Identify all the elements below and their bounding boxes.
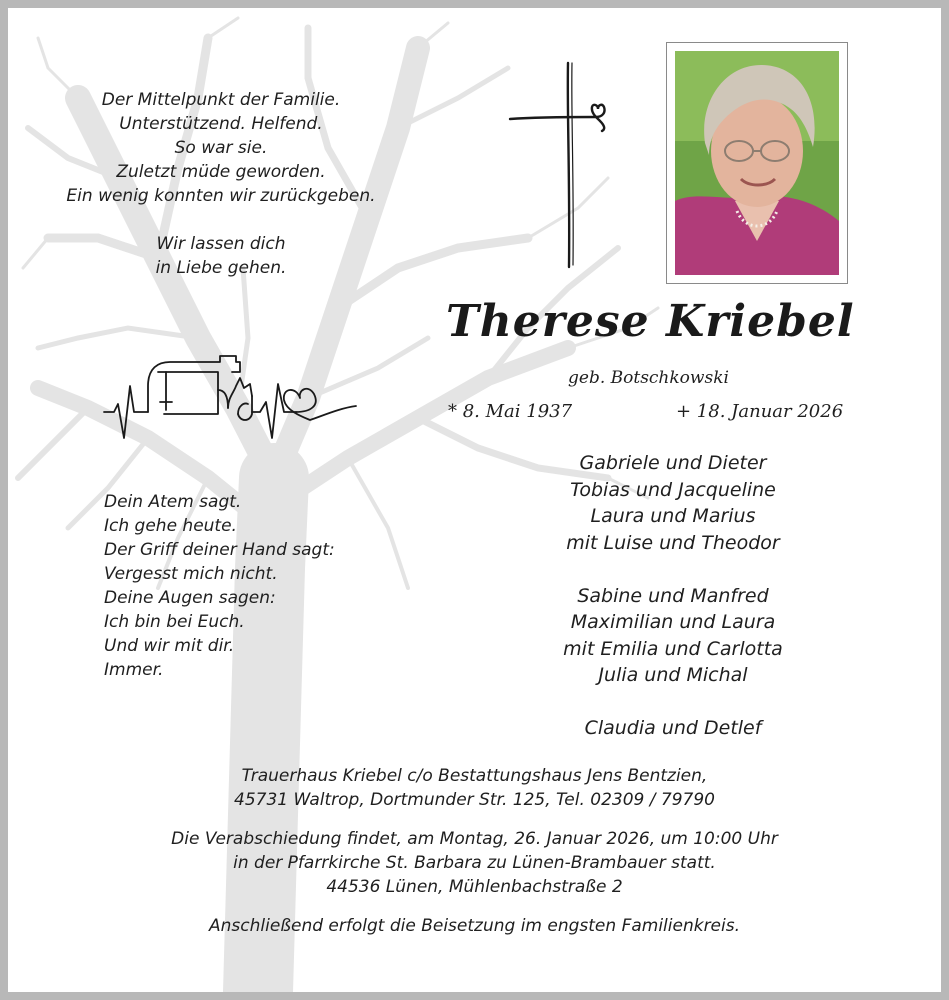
poem-line: in Liebe gehen. — [155, 258, 287, 278]
birth-name: geb. Botschkowski — [568, 368, 729, 388]
family-list — [508, 450, 838, 768]
poem-line: Der Mittelpunkt der Familie. — [101, 90, 341, 110]
poem-line: So war sie. — [174, 138, 268, 158]
portrait-frame — [666, 42, 848, 284]
portrait-photo — [675, 51, 839, 275]
burial-note: Anschließend erfolgt die Beisetzung im engsten Familienkreis. — [208, 916, 741, 936]
poem-line: Unterstützend. Helfend. — [119, 114, 323, 134]
poem-line: Ich bin bei Euch. — [104, 612, 245, 632]
family-member: Sabine und Manfred — [577, 584, 769, 607]
family-member: mit Luise und Theodor — [566, 531, 780, 554]
mourning-address — [88, 764, 861, 812]
poem-line: Wir lassen dich — [156, 234, 286, 254]
poem-line: Dein Atem sagt. — [104, 492, 242, 512]
poem-left — [104, 490, 384, 682]
service-line: in der Pfarrkirche St. Barbara zu Lünen-Brambauer statt. — [233, 853, 716, 873]
family-member: Julia und Michal — [598, 664, 748, 686]
family-member: mit Emilia und Carlotta — [563, 637, 783, 660]
footer-info — [88, 764, 861, 938]
address-line: 45731 Waltrop, Dortmunder Str. 125, Tel. 02309 / 79790 — [234, 790, 715, 810]
family-member: Claudia und Detlef — [584, 717, 762, 739]
poem-line: Ich gehe heute. — [104, 516, 237, 536]
family-member: Maximilian und Laura — [570, 611, 776, 633]
family-member: Gabriele und Dieter — [579, 452, 767, 474]
family-member: Tobias und Jacqueline — [570, 478, 776, 501]
poem-line: Immer. — [104, 660, 164, 680]
poem-line: Und wir mit dir. — [104, 636, 235, 656]
birth-date: * 8. Mai 1937 — [448, 401, 573, 422]
deceased-name: Therese Kriebel — [446, 296, 855, 347]
service-line: 44536 Lünen, Mühlenbachstraße 2 — [326, 877, 623, 897]
family-group — [508, 715, 838, 742]
poem-top — [46, 88, 396, 280]
service-line: Die Verabschiedung findet, am Montag, 26. Januar 2026, um 10:00 Uhr — [171, 829, 778, 849]
death-date: + 18. Januar 2026 — [676, 401, 844, 422]
obituary-page — [8, 8, 941, 992]
address-line: Trauerhaus Kriebel c/o Bestattungshaus Jens Bentzien, — [241, 766, 708, 786]
family-group — [508, 583, 838, 689]
family-member: Laura und Marius — [590, 505, 756, 527]
heartbeat-sewing-machine-cat-heart-icon — [100, 338, 360, 448]
poem-line: Deine Augen sagen: — [104, 588, 276, 608]
poem-line: Der Griff deiner Hand sagt: — [104, 540, 335, 560]
poem-line: Vergesst mich nicht. — [104, 564, 278, 584]
family-group — [508, 450, 838, 556]
poem-line: Ein wenig konnten wir zurückgeben. — [66, 186, 376, 206]
cross-with-heart-icon — [498, 55, 608, 275]
poem-line: Zuletzt müde geworden. — [116, 162, 326, 182]
service-info — [88, 827, 861, 899]
